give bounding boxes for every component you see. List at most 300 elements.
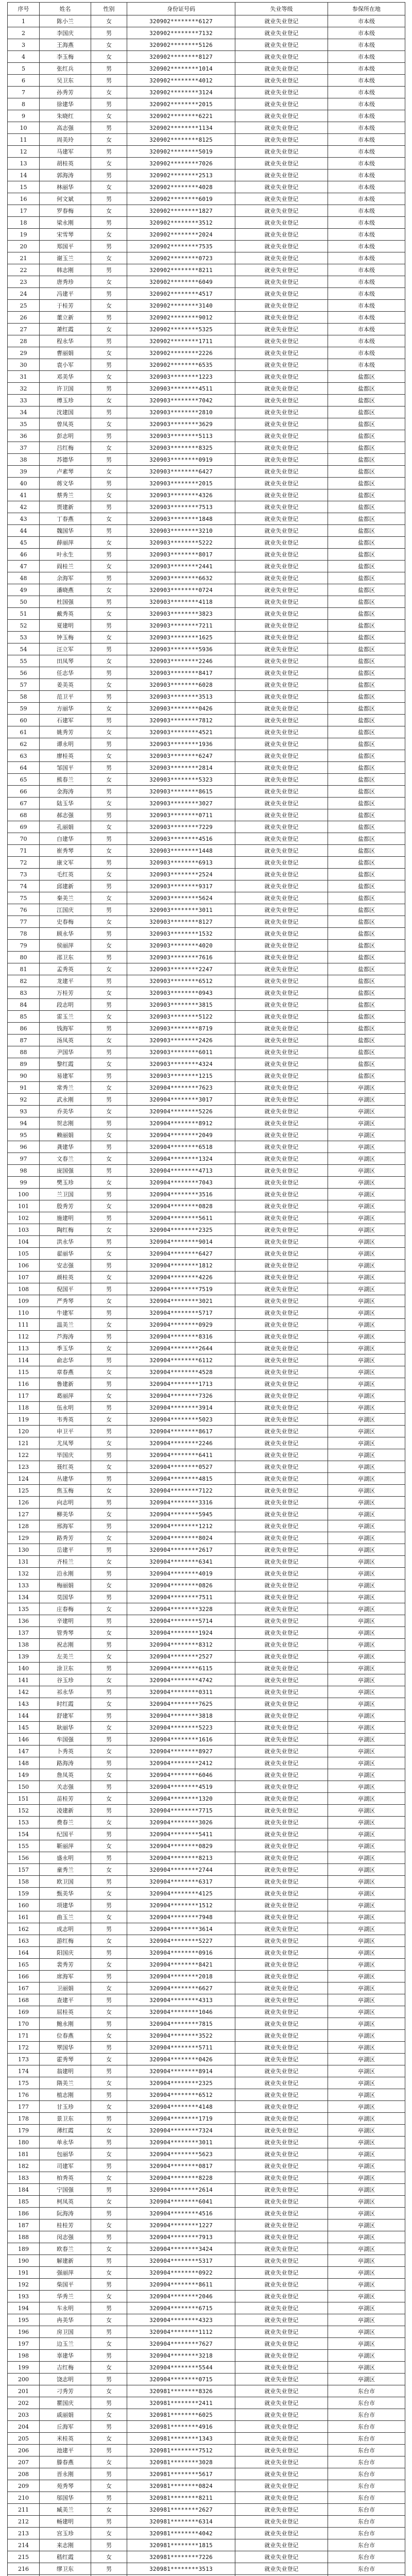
cell-gender: 男 (91, 2539, 127, 2551)
cell-unemployment-level: 就业失业登记 (235, 1497, 328, 1509)
cell-id-number: 320904********5623 (127, 2148, 235, 2160)
cell-insured-location: 亭湖区 (328, 1698, 405, 1710)
cell-gender: 男 (91, 1165, 127, 1177)
cell-id-number: 320902********7132 (127, 27, 235, 39)
cell-unemployment-level: 就业失业登记 (235, 2172, 328, 2184)
table-row (8, 620, 405, 632)
cell-gender: 女 (91, 892, 127, 904)
cell-unemployment-level: 就业失业登记 (235, 2326, 328, 2338)
cell-name: 张红兵 (40, 63, 91, 75)
cell-name: 嵇红霞 (40, 2551, 91, 2563)
cell-insured-location: 盐都区 (328, 489, 405, 501)
cell-name: 缪卫东 (40, 2563, 91, 2575)
cell-index: 202 (8, 2397, 40, 2409)
header-name: 姓名 (40, 3, 91, 15)
cell-gender: 女 (91, 2291, 127, 2302)
cell-insured-location: 亭湖区 (328, 1639, 405, 1651)
cell-gender: 男 (91, 146, 127, 158)
cell-name: 凌建新 (40, 1805, 91, 1817)
cell-gender: 女 (91, 916, 127, 928)
cell-id-number: 320981********5617 (127, 2468, 235, 2480)
cell-name: 辜建华 (40, 2350, 91, 2362)
table-row (8, 632, 405, 643)
cell-index: 190 (8, 2255, 40, 2267)
cell-name: 贾建新 (40, 501, 91, 513)
cell-index: 180 (8, 2137, 40, 2148)
cell-index: 126 (8, 1497, 40, 1509)
table-row (8, 2445, 405, 2456)
cell-index: 68 (8, 809, 40, 821)
cell-gender: 女 (91, 1888, 127, 1900)
table-row (8, 1473, 405, 1485)
table-row (8, 15, 405, 27)
cell-name: 米桂英 (40, 2433, 91, 2445)
header-insured-location: 参保所在地 (328, 3, 405, 15)
cell-name: 曹丽娟 (40, 347, 91, 359)
cell-insured-location: 市本级 (328, 181, 405, 193)
table-row (8, 809, 405, 821)
cell-id-number: 320904********7948 (127, 1911, 235, 1923)
table-row (8, 2385, 405, 2397)
cell-name: 欧卫国 (40, 1876, 91, 1888)
cell-index: 58 (8, 691, 40, 703)
cell-unemployment-level: 就业失业登记 (235, 217, 328, 229)
cell-insured-location: 亭湖区 (328, 1745, 405, 1757)
cell-id-number: 320981********1343 (127, 2433, 235, 2445)
cell-unemployment-level: 就业失业登记 (235, 2030, 328, 2042)
cell-insured-location: 亭湖区 (328, 2184, 405, 2196)
cell-id-number: 320904********8312 (127, 1639, 235, 1651)
table-row (8, 1769, 405, 1781)
cell-unemployment-level: 就业失业登记 (235, 715, 328, 726)
cell-index: 115 (8, 1366, 40, 1378)
cell-id-number: 320904********7627 (127, 2338, 235, 2350)
cell-gender: 女 (91, 1651, 127, 1663)
cell-unemployment-level: 就业失业登记 (235, 549, 328, 561)
cell-index: 114 (8, 1354, 40, 1366)
cell-gender: 男 (91, 786, 127, 798)
table-row (8, 134, 405, 146)
cell-unemployment-level: 就业失业登记 (235, 1923, 328, 1935)
cell-index: 98 (8, 1165, 40, 1177)
cell-unemployment-level: 就业失业登记 (235, 2551, 328, 2563)
cell-unemployment-level: 就业失业登记 (235, 2445, 328, 2456)
cell-gender: 男 (91, 1070, 127, 1082)
cell-insured-location: 亭湖区 (328, 1556, 405, 1568)
cell-unemployment-level: 就业失业登记 (235, 2480, 328, 2492)
cell-index: 137 (8, 1627, 40, 1639)
cell-unemployment-level: 就业失业登记 (235, 620, 328, 632)
table-row (8, 2374, 405, 2385)
cell-id-number: 320903********1223 (127, 371, 235, 383)
table-row (8, 916, 405, 928)
cell-index: 17 (8, 205, 40, 217)
cell-index: 138 (8, 1639, 40, 1651)
cell-index: 112 (8, 1331, 40, 1343)
cell-name: 戚丽娟 (40, 2409, 91, 2421)
cell-insured-location: 亭湖区 (328, 2362, 405, 2374)
cell-insured-location: 盐都区 (328, 537, 405, 549)
cell-insured-location: 亭湖区 (328, 1994, 405, 2006)
cell-gender: 男 (91, 691, 127, 703)
cell-name: 欧春兰 (40, 2243, 91, 2255)
cell-name: 畅建明 (40, 2516, 91, 2528)
cell-name: 丁春燕 (40, 513, 91, 525)
cell-name: 瞿国庆 (40, 2397, 91, 2409)
cell-index: 87 (8, 1035, 40, 1046)
cell-unemployment-level: 就业失业登记 (235, 608, 328, 620)
cell-gender: 女 (91, 2338, 127, 2350)
cell-id-number: 320903********2426 (127, 1035, 235, 1046)
cell-insured-location: 亭湖区 (328, 1674, 405, 1686)
cell-insured-location: 市本级 (328, 205, 405, 217)
cell-name: 柳美华 (40, 1509, 91, 1520)
cell-insured-location: 亭湖区 (328, 1888, 405, 1900)
table-row (8, 39, 405, 51)
cell-unemployment-level: 就业失业登记 (235, 2397, 328, 2409)
cell-insured-location: 盐都区 (328, 525, 405, 537)
cell-unemployment-level: 就业失业登记 (235, 632, 328, 643)
cell-name: 江国庆 (40, 904, 91, 916)
cell-unemployment-level: 就业失业登记 (235, 892, 328, 904)
cell-index: 106 (8, 1260, 40, 1272)
table-row (8, 1793, 405, 1805)
cell-name: 何文斌 (40, 193, 91, 205)
cell-id-number: 320904********1227 (127, 2219, 235, 2231)
cell-unemployment-level: 就业失业登记 (235, 975, 328, 987)
table-row (8, 821, 405, 833)
cell-insured-location: 东台市 (328, 2421, 405, 2433)
cell-index: 46 (8, 549, 40, 561)
cell-name: 成志明 (40, 1923, 91, 1935)
cell-index: 53 (8, 632, 40, 643)
table-row (8, 750, 405, 762)
cell-name: 臧美兰 (40, 2504, 91, 2516)
cell-gender: 男 (91, 264, 127, 276)
cell-unemployment-level: 就业失业登记 (235, 2314, 328, 2326)
cell-insured-location: 亭湖区 (328, 2374, 405, 2385)
cell-insured-location: 盐都区 (328, 726, 405, 738)
cell-gender: 女 (91, 1082, 127, 1094)
cell-index: 43 (8, 513, 40, 525)
cell-insured-location: 亭湖区 (328, 1473, 405, 1485)
table-row (8, 1129, 405, 1141)
cell-index: 14 (8, 170, 40, 181)
table-row (8, 2101, 405, 2113)
cell-insured-location: 盐都区 (328, 762, 405, 774)
table-row (8, 549, 405, 561)
cell-id-number: 320903********1848 (127, 513, 235, 525)
table-row (8, 608, 405, 620)
cell-name: 阳国庆 (40, 1947, 91, 1959)
table-row (8, 1591, 405, 1603)
cell-id-number: 320904********3522 (127, 2030, 235, 2042)
cell-insured-location: 亭湖区 (328, 1580, 405, 1591)
cell-name: 俞志华 (40, 1354, 91, 1366)
cell-insured-location: 盐都区 (328, 892, 405, 904)
table-row (8, 1615, 405, 1627)
cell-id-number: 320902********7026 (127, 158, 235, 170)
cell-insured-location: 亭湖区 (328, 1520, 405, 1532)
cell-id-number: 320904********4528 (127, 1366, 235, 1378)
cell-name: 郭海涛 (40, 170, 91, 181)
cell-name: 苏德华 (40, 454, 91, 466)
cell-index: 55 (8, 655, 40, 667)
cell-insured-location: 亭湖区 (328, 1769, 405, 1781)
cell-id-number: 320903********8417 (127, 667, 235, 679)
table-row (8, 2172, 405, 2184)
cell-id-number: 320903********3210 (127, 525, 235, 537)
cell-insured-location: 亭湖区 (328, 2077, 405, 2089)
cell-id-number: 320981********2411 (127, 2397, 235, 2409)
cell-gender: 男 (91, 75, 127, 87)
cell-id-number: 320903********6028 (127, 679, 235, 691)
cell-unemployment-level: 就业失业登记 (235, 2291, 328, 2302)
cell-index: 163 (8, 1935, 40, 1947)
cell-insured-location: 市本级 (328, 87, 405, 98)
cell-unemployment-level: 就业失业登记 (235, 1473, 328, 1485)
cell-unemployment-level: 就业失业登记 (235, 39, 328, 51)
cell-name: 阎桂兰 (40, 561, 91, 572)
cell-name: 刁秀芳 (40, 2385, 91, 2397)
table-row (8, 193, 405, 205)
cell-index: 154 (8, 1828, 40, 1840)
cell-unemployment-level: 就业失业登记 (235, 1900, 328, 1911)
cell-index: 41 (8, 489, 40, 501)
cell-id-number: 320903********3513 (127, 691, 235, 703)
cell-index: 197 (8, 2338, 40, 2350)
cell-index: 192 (8, 2279, 40, 2291)
cell-index: 203 (8, 2409, 40, 2421)
cell-id-number: 320902********4028 (127, 181, 235, 193)
cell-insured-location: 市本级 (328, 288, 405, 300)
cell-gender: 男 (91, 241, 127, 252)
cell-name: 梁永刚 (40, 217, 91, 229)
table-row (8, 1070, 405, 1082)
cell-name: 傅玉珍 (40, 395, 91, 406)
table-row (8, 1923, 405, 1935)
cell-unemployment-level: 就业失业登记 (235, 229, 328, 241)
table-row (8, 1426, 405, 1437)
cell-id-number: 320904********0929 (127, 1319, 235, 1331)
table-row (8, 2113, 405, 2125)
cell-unemployment-level: 就业失业登记 (235, 1319, 328, 1331)
cell-unemployment-level: 就业失业登记 (235, 1366, 328, 1378)
cell-index: 45 (8, 537, 40, 549)
cell-name: 孟秀英 (40, 963, 91, 975)
cell-insured-location: 亭湖区 (328, 1757, 405, 1769)
cell-gender: 男 (91, 2042, 127, 2054)
cell-id-number: 320904********0916 (127, 1947, 235, 1959)
cell-index: 32 (8, 383, 40, 395)
cell-id-number: 320904********4815 (127, 1473, 235, 1485)
cell-unemployment-level: 就业失业登记 (235, 15, 328, 27)
table-row (8, 87, 405, 98)
cell-gender: 女 (91, 1414, 127, 1426)
cell-id-number: 320903********4118 (127, 596, 235, 608)
cell-name: 滕春燕 (40, 2456, 91, 2468)
table-row (8, 2160, 405, 2172)
cell-gender: 男 (91, 430, 127, 442)
cell-id-number: 320903********3027 (127, 798, 235, 809)
cell-index: 97 (8, 1153, 40, 1165)
cell-index: 100 (8, 1189, 40, 1200)
cell-index: 93 (8, 1106, 40, 1117)
cell-insured-location: 亭湖区 (328, 1094, 405, 1106)
cell-insured-location: 市本级 (328, 193, 405, 205)
cell-name: 冉美华 (40, 2314, 91, 2326)
cell-gender: 女 (91, 2172, 127, 2184)
cell-index: 48 (8, 572, 40, 584)
cell-gender: 男 (91, 1805, 127, 1817)
cell-unemployment-level: 就业失业登记 (235, 643, 328, 655)
cell-gender: 女 (91, 513, 127, 525)
cell-gender: 男 (91, 63, 127, 75)
cell-index: 178 (8, 2113, 40, 2125)
cell-name: 魏国华 (40, 525, 91, 537)
cell-name: 严秀琴 (40, 1295, 91, 1307)
cell-gender: 女 (91, 276, 127, 288)
cell-index: 174 (8, 2065, 40, 2077)
cell-gender: 女 (91, 1058, 127, 1070)
cell-id-number: 320903********0724 (127, 584, 235, 596)
cell-insured-location: 盐都区 (328, 608, 405, 620)
cell-id-number: 320904********4516 (127, 2208, 235, 2219)
cell-gender: 男 (91, 2208, 127, 2219)
cell-id-number: 320903********4511 (127, 383, 235, 395)
cell-index: 181 (8, 2148, 40, 2160)
table-row (8, 158, 405, 170)
table-row (8, 1971, 405, 1982)
cell-insured-location: 亭湖区 (328, 1710, 405, 1722)
cell-gender: 男 (91, 2231, 127, 2243)
cell-unemployment-level: 就业失业登记 (235, 1745, 328, 1757)
table-row (8, 1935, 405, 1947)
cell-name: 范卫平 (40, 691, 91, 703)
cell-unemployment-level: 就业失业登记 (235, 264, 328, 276)
table-row (8, 241, 405, 252)
cell-name: 武永刚 (40, 1094, 91, 1106)
cell-insured-location: 亭湖区 (328, 2148, 405, 2160)
cell-name: 易建军 (40, 1070, 91, 1082)
table-row (8, 442, 405, 454)
cell-gender: 男 (91, 359, 127, 371)
cell-unemployment-level: 就业失业登记 (235, 347, 328, 359)
cell-index: 176 (8, 2089, 40, 2101)
cell-unemployment-level: 就业失业登记 (235, 1580, 328, 1591)
cell-insured-location: 亭湖区 (328, 1106, 405, 1117)
cell-index: 26 (8, 312, 40, 324)
cell-unemployment-level: 就业失业登记 (235, 1390, 328, 1402)
table-row (8, 2065, 405, 2077)
cell-unemployment-level: 就业失业登记 (235, 880, 328, 892)
table-row (8, 217, 405, 229)
cell-id-number: 320981********6314 (127, 2516, 235, 2528)
cell-id-number: 320902********6127 (127, 15, 235, 27)
cell-insured-location: 盐都区 (328, 691, 405, 703)
table-row (8, 2516, 405, 2528)
cell-insured-location: 盐都区 (328, 715, 405, 726)
cell-index: 99 (8, 1177, 40, 1189)
cell-index: 207 (8, 2456, 40, 2468)
cell-gender: 女 (91, 1343, 127, 1354)
cell-insured-location: 市本级 (328, 312, 405, 324)
cell-name: 植志刚 (40, 2089, 91, 2101)
cell-name: 华秀兰 (40, 2291, 91, 2302)
cell-name: 万桂芳 (40, 987, 91, 999)
cell-unemployment-level: 就业失业登记 (235, 87, 328, 98)
cell-insured-location: 亭湖区 (328, 2030, 405, 2042)
cell-index: 125 (8, 1485, 40, 1497)
cell-unemployment-level: 就业失业登记 (235, 205, 328, 217)
cell-index: 73 (8, 869, 40, 880)
cell-gender: 男 (91, 857, 127, 869)
cell-name: 姚秀芳 (40, 726, 91, 738)
cell-unemployment-level: 就业失业登记 (235, 1414, 328, 1426)
cell-unemployment-level: 就业失业登记 (235, 2528, 328, 2539)
cell-unemployment-level: 就业失业登记 (235, 1449, 328, 1461)
cell-index: 201 (8, 2385, 40, 2397)
cell-gender: 女 (91, 1011, 127, 1023)
cell-gender: 男 (91, 1876, 127, 1888)
table-row (8, 1603, 405, 1615)
cell-unemployment-level: 就业失业登记 (235, 110, 328, 122)
cell-insured-location: 盐都区 (328, 620, 405, 632)
cell-insured-location: 盐都区 (328, 561, 405, 572)
cell-gender: 男 (91, 1046, 127, 1058)
cell-gender: 女 (91, 1556, 127, 1568)
cell-index: 193 (8, 2291, 40, 2302)
cell-index: 209 (8, 2480, 40, 2492)
cell-name: 姜美英 (40, 679, 91, 691)
cell-id-number: 320904********7122 (127, 1485, 235, 1497)
cell-insured-location: 盐都区 (328, 655, 405, 667)
cell-id-number: 320904********8927 (127, 1745, 235, 1757)
cell-unemployment-level: 就业失业登记 (235, 442, 328, 454)
table-row (8, 252, 405, 264)
cell-name: 王海燕 (40, 39, 91, 51)
cell-name: 兰卫国 (40, 1189, 91, 1200)
table-row (8, 264, 405, 276)
table-row (8, 1390, 405, 1402)
cell-gender: 男 (91, 2018, 127, 2030)
cell-unemployment-level: 就业失业登记 (235, 2077, 328, 2089)
table-row (8, 347, 405, 359)
table-row (8, 371, 405, 383)
table-row (8, 1876, 405, 1888)
cell-gender: 男 (91, 1568, 127, 1580)
cell-index: 29 (8, 347, 40, 359)
table-row (8, 1888, 405, 1900)
cell-insured-location: 市本级 (328, 217, 405, 229)
cell-unemployment-level: 就业失业登记 (235, 2219, 328, 2231)
cell-index: 141 (8, 1674, 40, 1686)
cell-insured-location: 市本级 (328, 347, 405, 359)
cell-id-number: 320904********3914 (127, 1402, 235, 1414)
cell-name: 房卫国 (40, 2326, 91, 2338)
table-row (8, 774, 405, 786)
cell-unemployment-level: 就业失业登记 (235, 999, 328, 1011)
cell-name: 吕红梅 (40, 442, 91, 454)
cell-name: 卢素琴 (40, 466, 91, 478)
table-row (8, 2243, 405, 2255)
cell-insured-location: 亭湖区 (328, 2089, 405, 2101)
cell-id-number: 320904********2325 (127, 1224, 235, 1236)
cell-name: 段志明 (40, 999, 91, 1011)
cell-index: 148 (8, 1757, 40, 1769)
cell-index: 160 (8, 1900, 40, 1911)
cell-id-number: 320904********6041 (127, 2196, 235, 2208)
